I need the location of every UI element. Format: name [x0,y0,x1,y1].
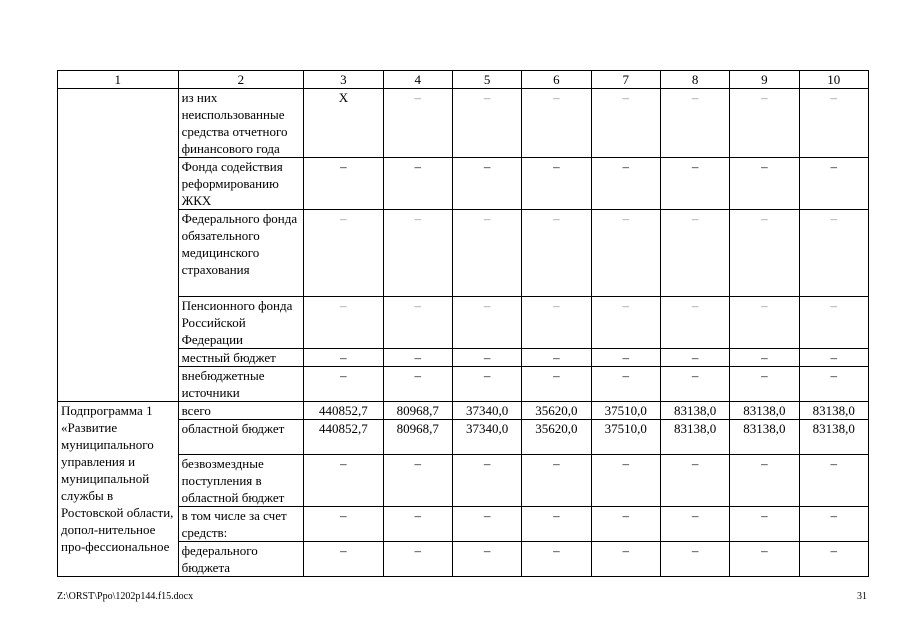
value-cell: – [591,455,660,507]
value-cell: – [591,158,660,210]
header-cell: 7 [591,71,660,89]
value-cell: – [452,507,521,542]
value-cell: 83138,0 [730,420,799,455]
value-cell: – [660,367,729,402]
row-description: федерального бюджета [178,542,304,577]
value-cell: – [591,507,660,542]
value-cell: 37340,0 [452,402,521,420]
value-cell: – [522,158,591,210]
value-cell: 35620,0 [522,402,591,420]
value-cell: – [660,89,729,158]
value-cell: – [799,158,868,210]
value-cell: – [452,542,521,577]
table-row [58,367,869,402]
value-cell: – [591,542,660,577]
value-cell: – [799,367,868,402]
value-cell: – [522,349,591,367]
value-cell: – [730,507,799,542]
value-cell: – [304,455,383,507]
table-row [58,507,869,542]
value-cell: – [304,210,383,297]
table-row [58,89,869,158]
value-cell: – [304,158,383,210]
value-cell: – [304,297,383,349]
row-description: областной бюджет [178,420,304,455]
header-cell: 2 [178,71,304,89]
value-cell: – [522,297,591,349]
subprogram-label: Подпрограмма 1 «Развитие муниципального управления и муниципальной службы в Ростовской области, допол-нительное про-фессиональное [58,402,179,577]
value-cell: 83138,0 [799,420,868,455]
value-cell: – [660,349,729,367]
value-cell: – [591,210,660,297]
header-cell: 1 [58,71,179,89]
value-cell: – [452,297,521,349]
header-cell: 4 [383,71,452,89]
row-description: в том числе за счет средств: [178,507,304,542]
budget-table [57,70,869,577]
table-row [58,297,869,349]
value-cell: – [730,367,799,402]
header-cell: 8 [660,71,729,89]
value-cell: 37510,0 [591,420,660,455]
table-row [58,455,869,507]
value-cell: 80968,7 [383,420,452,455]
value-cell: – [799,297,868,349]
value-cell: – [522,367,591,402]
value-cell: – [660,158,729,210]
value-cell: – [522,542,591,577]
value-cell: – [383,158,452,210]
value-cell: 35620,0 [522,420,591,455]
value-cell: – [452,367,521,402]
table-row [58,420,869,455]
value-cell: 80968,7 [383,402,452,420]
value-cell: – [522,210,591,297]
value-cell: – [383,507,452,542]
table-row [58,542,869,577]
table-row [58,349,869,367]
value-cell: – [799,210,868,297]
value-cell: – [730,158,799,210]
table-row [58,210,869,297]
header-cell: 6 [522,71,591,89]
value-cell: – [452,349,521,367]
value-cell: – [591,89,660,158]
value-cell: Х [304,89,383,158]
value-cell: – [730,89,799,158]
row-description: местный бюджет [178,349,304,367]
value-cell: – [452,158,521,210]
value-cell: – [304,542,383,577]
value-cell: – [452,210,521,297]
value-cell: – [799,349,868,367]
value-cell: 37510,0 [591,402,660,420]
value-cell: – [799,507,868,542]
header-cell: 5 [452,71,521,89]
first-column-cell [58,89,179,402]
value-cell: 37340,0 [452,420,521,455]
row-description: внебюджетные источники [178,367,304,402]
value-cell: – [799,542,868,577]
table-row [58,402,869,420]
value-cell: – [383,89,452,158]
value-cell: – [522,507,591,542]
row-description: Федерального фонда обязательного медицинского страхования [178,210,304,297]
value-cell: – [383,297,452,349]
value-cell: 440852,7 [304,420,383,455]
value-cell: – [730,349,799,367]
header-row [58,71,869,89]
value-cell: – [591,349,660,367]
value-cell: 83138,0 [660,402,729,420]
value-cell: – [304,507,383,542]
header-cell: 9 [730,71,799,89]
row-description: безвозмездные поступления в областной бюджет [178,455,304,507]
value-cell: – [383,455,452,507]
value-cell: 83138,0 [660,420,729,455]
value-cell: – [660,542,729,577]
value-cell: – [452,455,521,507]
value-cell: – [591,367,660,402]
row-description: Пенсионного фонда Российской Федерации [178,297,304,349]
value-cell: 440852,7 [304,402,383,420]
value-cell: – [799,455,868,507]
row-description: Фонда содействия реформированию ЖКХ [178,158,304,210]
file-path: Z:\ORST\Ppo\1202p144.f15.docx [57,591,194,602]
value-cell: – [304,349,383,367]
value-cell: – [660,455,729,507]
value-cell: – [383,367,452,402]
value-cell: – [660,507,729,542]
value-cell: – [799,89,868,158]
value-cell: 83138,0 [799,402,868,420]
value-cell: – [383,210,452,297]
value-cell: – [522,455,591,507]
table-row [58,158,869,210]
value-cell: – [730,542,799,577]
page-number: 31 [857,591,867,602]
value-cell: – [304,367,383,402]
value-cell: – [383,542,452,577]
value-cell: – [660,210,729,297]
row-description: всего [178,402,304,420]
value-cell: – [452,89,521,158]
header-cell: 3 [304,71,383,89]
value-cell: – [660,297,729,349]
value-cell: – [730,297,799,349]
value-cell: – [522,89,591,158]
value-cell: – [730,455,799,507]
header-cell: 10 [799,71,868,89]
row-description: из них неиспользованные средства отчетного финансового года [178,89,304,158]
value-cell: 83138,0 [730,402,799,420]
value-cell: – [730,210,799,297]
value-cell: – [383,349,452,367]
value-cell: – [591,297,660,349]
